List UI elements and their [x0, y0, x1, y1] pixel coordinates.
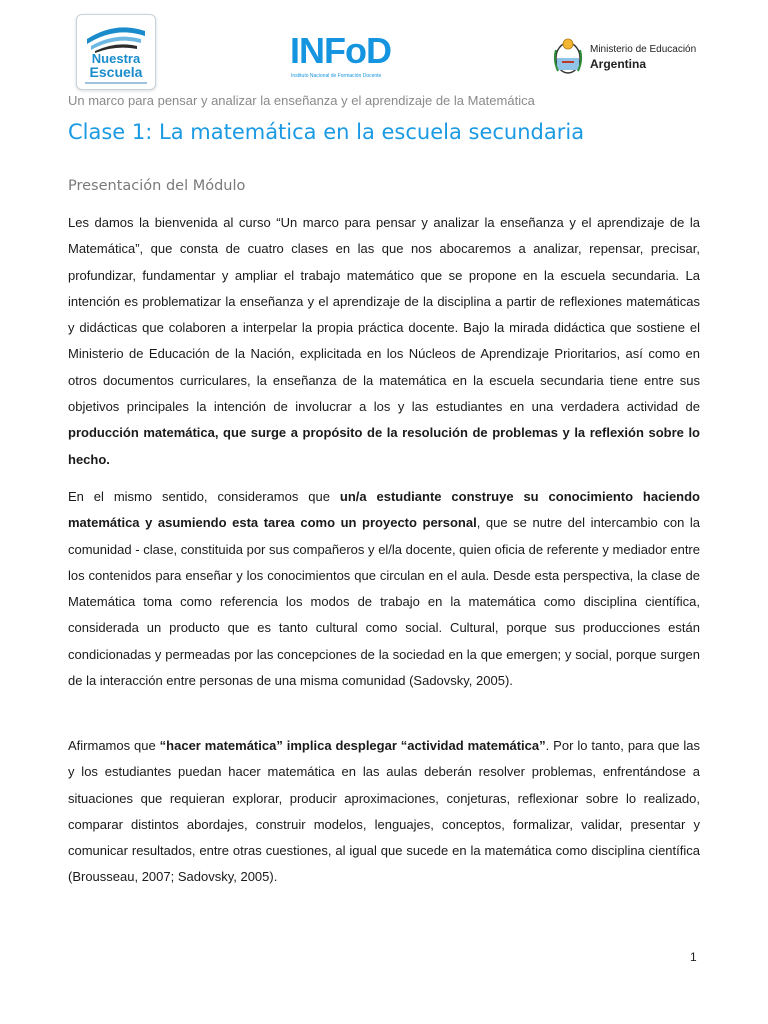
logo-line-1: Nuestra	[91, 51, 141, 66]
ministerio-line-1: Ministerio de Educación	[590, 44, 697, 55]
section-heading: Presentación del Módulo	[68, 178, 246, 194]
page-title: Clase 1: La matemática en la escuela secundaria	[68, 120, 585, 144]
paragraph-3	[68, 733, 700, 891]
paragraph-3-after: . Por lo tanto, para que las y los estudiantes puedan hacer matemática en las aulas deberán resolver problemas, enfrentándose a situaciones que requieran explorar, producir aproximaciones, conjeturas, reflexionar sobre lo realizado, comparar distintos abordajes, construir modelos, lenguajes, conceptos, formalizar, validar, presentar y comunicar resultados, entre otras cuestiones, al igual que sucede en la matemática como disciplina científica (Brousseau, 2007; Sadovsky, 2005).	[68, 738, 701, 885]
paragraph-2	[68, 484, 700, 694]
paragraph-1-bold: producción matemática, que surge a propósito de la resolución de problemas y la reflexión sobre lo hecho.	[68, 425, 700, 467]
paragraph-1	[68, 210, 700, 473]
ministerio-line-2: Argentina	[590, 57, 647, 71]
page-number: 1	[690, 950, 697, 964]
ministerio-logo	[552, 34, 712, 82]
logo-line-2: Escuela	[89, 64, 143, 80]
coat-of-arms-icon	[552, 34, 584, 78]
paragraph-1-text: Les damos la bienvenida al curso “Un marco para pensar y analizar la enseñanza y el aprendizaje de la Matemática”, que consta de cuatro clases en las que nos abocaremos a analizar, repensar, precisar, profundizar, fundamentar y ampliar el trabajo matemático que se propone en la escuela secundaria. La intención es problematizar la enseñanza y el aprendizaje de la disciplina a partir de reflexiones matemáticas y didácticas que colaboren a interpelar la propia práctica docente. Bajo la mirada didáctica que sostiene el Ministerio de Educación de la Nación, explicitada en los Núcleos de Aprendizaje Prioritarios, así como en otros documentos curriculares, la enseñanza de la matemática en la escuela secundaria tiene entre sus objetivos principales la intención de involucrar a los y las estudiantes en una verdadera actividad de	[68, 215, 700, 415]
infod-subtitle: Instituto Nacional de Formación Docente	[291, 73, 382, 79]
paragraph-3-text: Afirmamos que	[68, 738, 160, 753]
running-title: Un marco para pensar y analizar la enseñanza y el aprendizaje de la Matemática	[68, 93, 535, 108]
paragraph-2-text: En el mismo sentido, consideramos que	[68, 489, 340, 504]
logo-tagline-bar	[85, 82, 147, 84]
infod-wordmark: INFoD	[290, 30, 391, 71]
paragraph-2-after: , que se nutre del intercambio con la comunidad - clase, constituida por sus compañeros y el/la docente, quien oficia de referente y mediador entre los contenidos para enseñar y los conocimientos que circulan en el aula. Desde esta perspectiva, la clase de Matemática toma como referencia los modos de trabajo en la matemática como disciplina científica, considerada un producto que es tanto cultural como social. Cultural, porque sus producciones están condicionadas y permeadas por las concepciones de la sociedad en la que emergen; y social, porque surgen de la interacción entre personas de una misma comunidad (Sadovsky, 2005).	[68, 515, 700, 689]
nuestra-escuela-logo	[76, 14, 156, 90]
infod-logo	[290, 30, 420, 83]
paragraph-2-bold: un/a estudiante construye su conocimiento haciendo matemática y asumiendo esta tarea como un proyecto personal	[68, 489, 700, 531]
nuestra-escuela-emblem-icon	[81, 19, 151, 53]
paragraph-3-bold: “hacer matemática” implica desplegar “actividad matemática”	[159, 738, 546, 753]
